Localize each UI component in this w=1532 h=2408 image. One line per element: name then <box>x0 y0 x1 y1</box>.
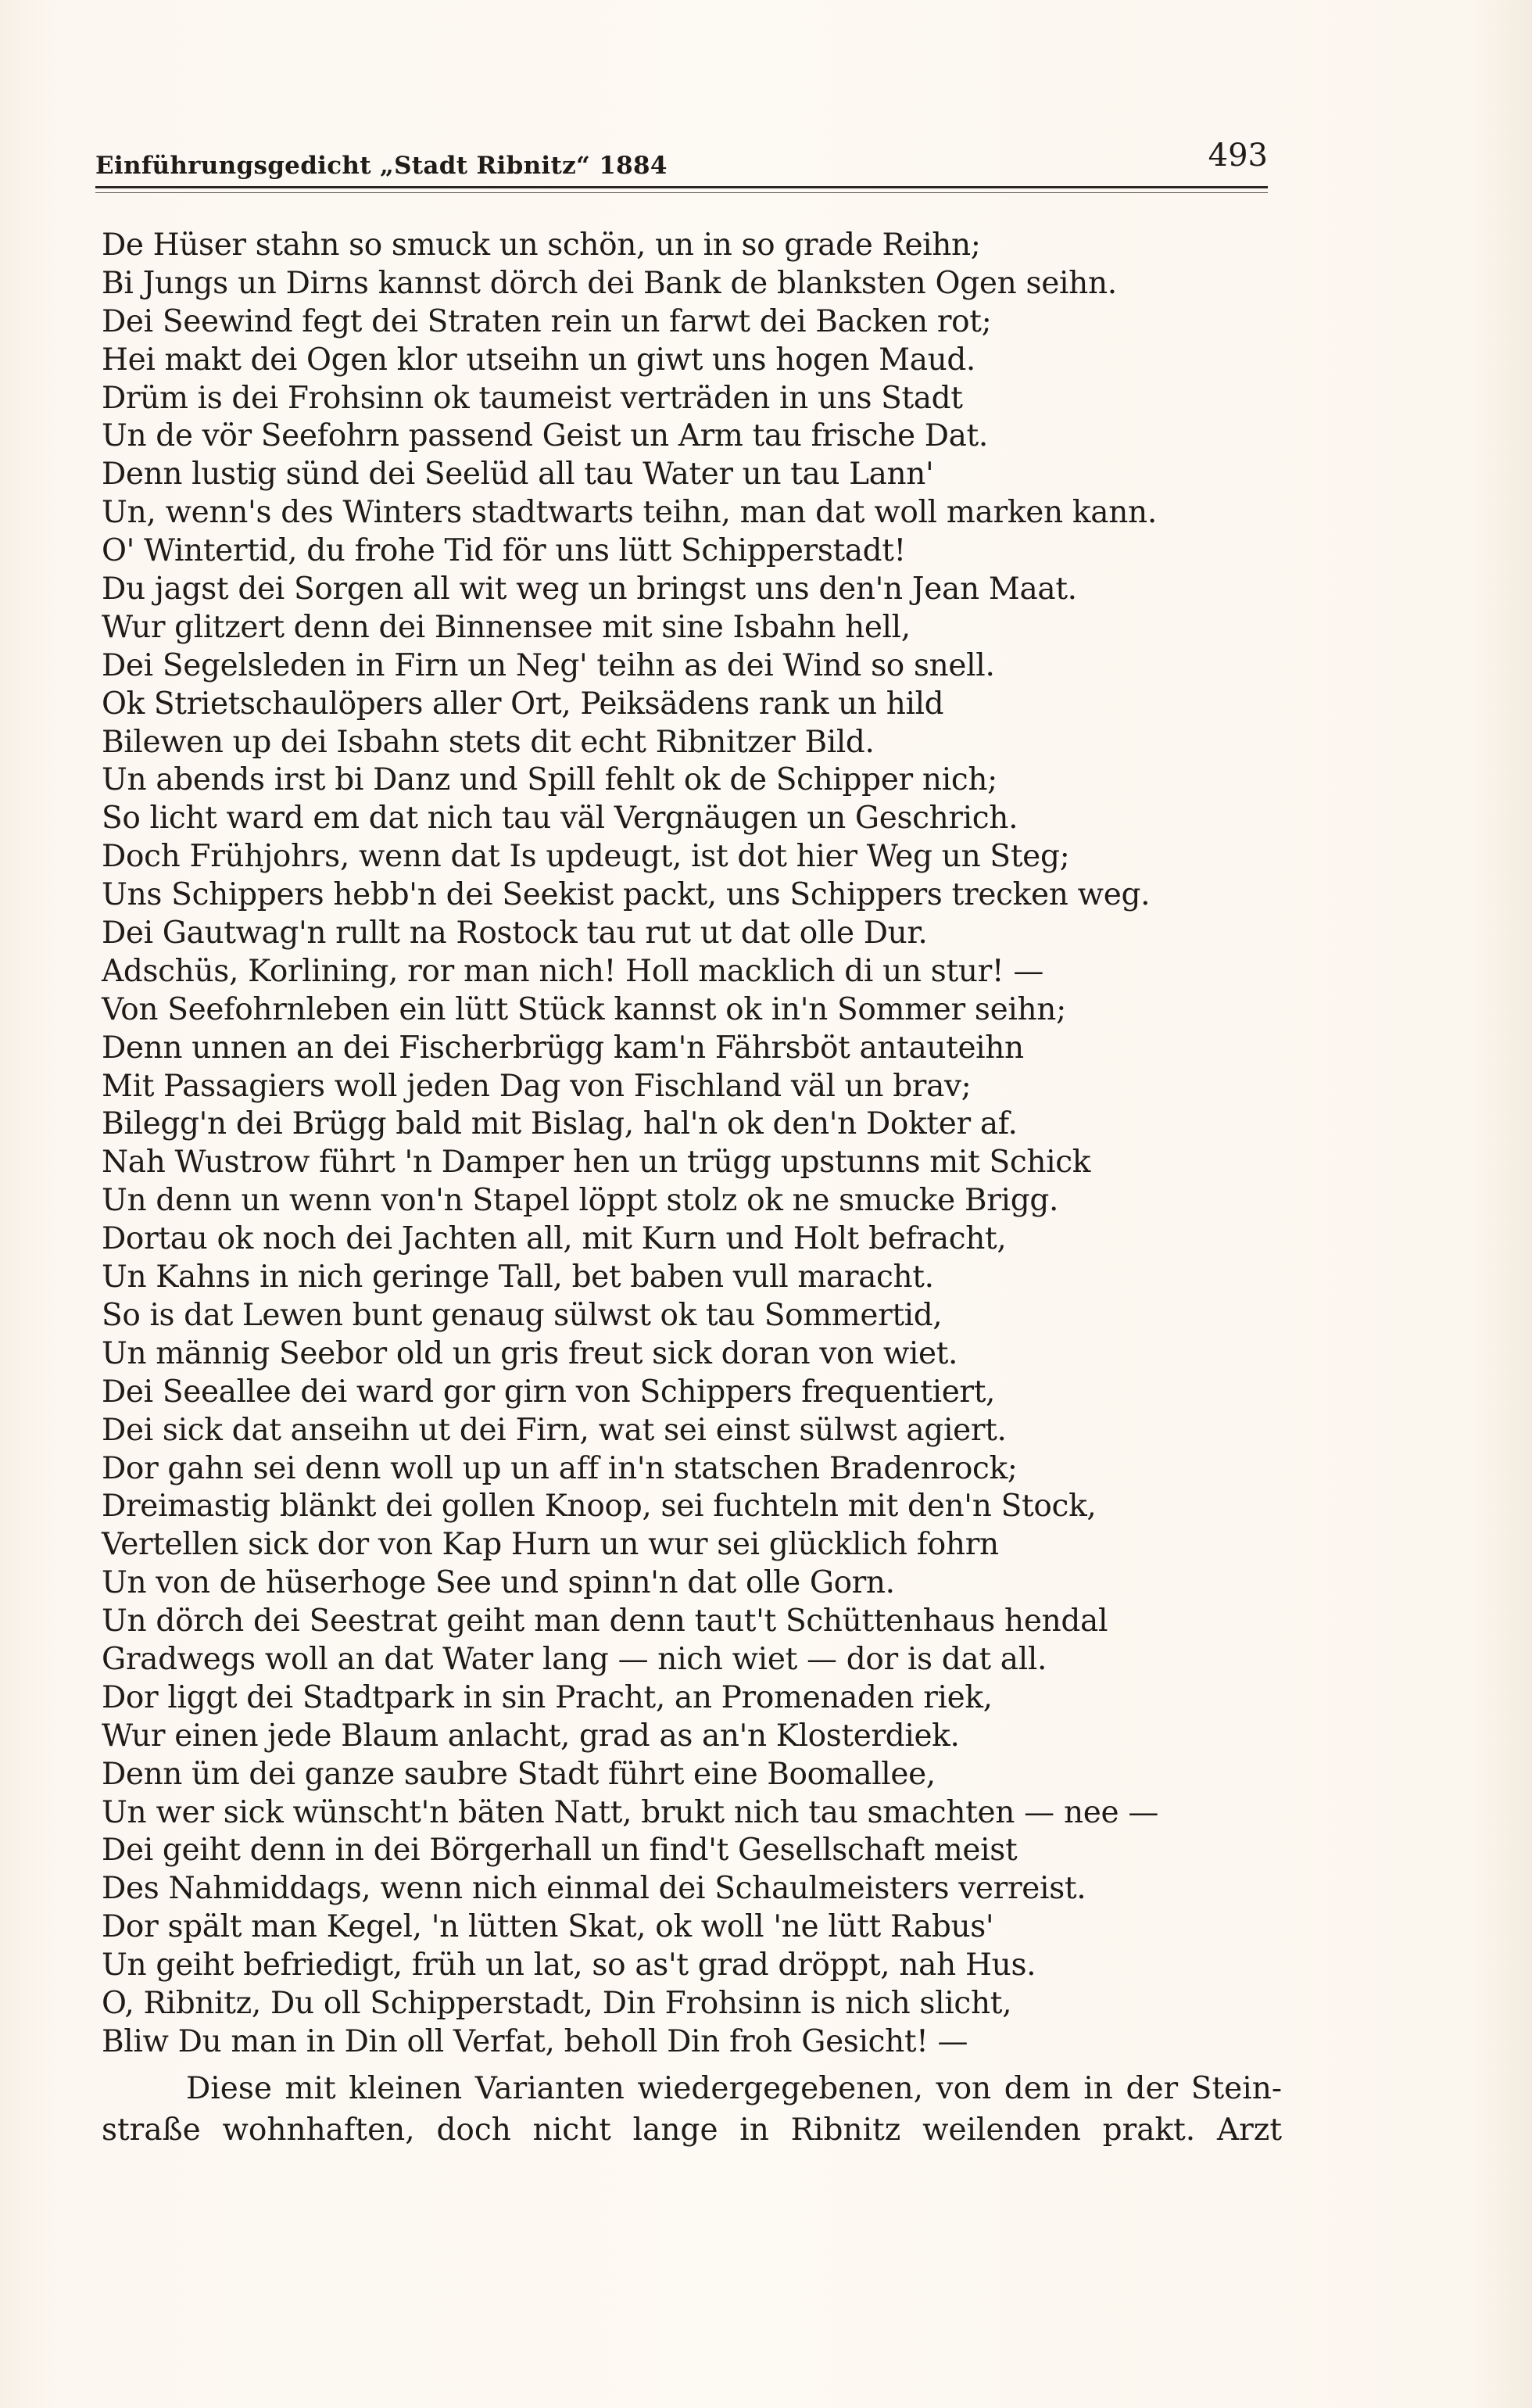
verse-line: Un, wenn's des Winters stadtwarts teihn, man dat woll marken kann. <box>102 495 1157 531</box>
verse-line: Dortau ok noch dei Jachten all, mit Kurn und Holt befracht, <box>102 1221 1007 1257</box>
verse-line: Wur glitzert denn dei Binnensee mit sine Isbahn hell, <box>102 609 911 645</box>
verse-line: Un de vör Seefohrn passend Geist un Arm tau frische Dat. <box>102 418 988 454</box>
prose-paragraph <box>102 2068 1282 2151</box>
verse-line: Dei geiht denn in dei Börgerhall un find't Gesellschaft meist <box>102 1833 1018 1869</box>
verse-line: Dreimastig blänkt dei gollen Knoop, sei fuchteln mit den'n Stock, <box>102 1489 1097 1525</box>
verse-line: Adschüs, Korlining, ror man nich! Holl macklich di un stur! — <box>102 953 1044 989</box>
verse-line: Bilewen up dei Isbahn stets dit echt Ribnitzer Bild. <box>102 724 875 760</box>
verse-line: Denn lustig sünd dei Seelüd all tau Water un tau Lann' <box>102 457 934 493</box>
verse-line: Un Kahns in nich geringe Tall, bet baben vull maracht. <box>102 1260 934 1295</box>
verse-line: So is dat Lewen bunt genaug sülwst ok tau Sommertid, <box>102 1297 943 1333</box>
verse-line: Un denn un wenn von'n Stapel löppt stolz ok ne smucke Brigg. <box>102 1183 1059 1219</box>
verse-line: Doch Frühjohrs, wenn dat Is updeugt, ist dot hier Weg un Steg; <box>102 839 1070 875</box>
verse-line: Dor liggt dei Stadtpark in sin Pracht, an Promenaden riek, <box>102 1679 993 1715</box>
header-rule <box>95 186 1268 188</box>
verse-line: Un von de hüserhoge See und spinn'n dat olle Gorn. <box>102 1565 895 1601</box>
verse-line: Dor spält man Kegel, 'n lütten Skat, ok woll 'ne lütt Rabus' <box>102 1909 994 1945</box>
verse-line: Mit Passagiers woll jeden Dag von Fischland väl un brav; <box>102 1068 972 1104</box>
verse-line: Dei Gautwag'n rullt na Rostock tau rut ut dat olle Dur. <box>102 916 928 951</box>
verse-line: Un männig Seebor old un gris freut sick doran von wiet. <box>102 1335 958 1371</box>
poem <box>102 227 1290 2062</box>
header-rule-thin <box>95 192 1268 193</box>
page-number: 493 <box>1208 138 1268 174</box>
verse-line: Bliw Du man in Din oll Verfat, beholl Din froh Gesicht! — <box>102 2023 968 2059</box>
verse-line: Nah Wustrow führt 'n Damper hen un trügg upstunns mit Schick <box>102 1145 1091 1181</box>
verse-line: Uns Schippers hebb'n dei Seekist packt, uns Schippers trecken weg. <box>102 877 1151 913</box>
verse-line: Un dörch dei Seestrat geiht man denn taut't Schüttenhaus hendal <box>102 1604 1108 1639</box>
verse-line: Denn unnen an dei Fischerbrügg kam'n Fährsböt antauteihn <box>102 1030 1024 1066</box>
page-header <box>95 138 1268 183</box>
verse-line: So licht ward em dat nich tau väl Vergnäugen un Geschrich. <box>102 801 1018 837</box>
verse-line: Bi Jungs un Dirns kannst dörch dei Bank de blanksten Ogen seihn. <box>102 265 1117 301</box>
verse-line: Hei makt dei Ogen klor utseihn un giwt uns hogen Maud. <box>102 342 975 378</box>
verse-line: Wur einen jede Blaum anlacht, grad as an'n Klosterdiek. <box>102 1718 960 1754</box>
verse-line: Dei Seewind fegt dei Straten rein un farwt dei Backen rot; <box>102 303 992 339</box>
verse-line: O, Ribnitz, Du oll Schipperstadt, Din Frohsinn is nich slicht, <box>102 1985 1012 2021</box>
prose-line: Diese mit kleinen Varianten wiedergegebenen, von dem in der Stein- <box>186 2071 1282 2106</box>
running-head: Einführungsgedicht „Stadt Ribnitz“ 1884 <box>95 152 668 180</box>
verse-line: Un geiht befriedigt, früh un lat, so as't grad dröppt, nah Hus. <box>102 1948 1036 1983</box>
verse-line: Vertellen sick dor von Kap Hurn un wur sei glücklich fohrn <box>102 1527 999 1563</box>
prose-line: straße wohnhaften, doch nicht lange in Ribnitz weilenden prakt. Arzt <box>102 2112 1282 2148</box>
verse-line: Von Seefohrnleben ein lütt Stück kannst ok in'n Sommer seihn; <box>102 991 1066 1027</box>
verse-line: Drüm is dei Frohsinn ok taumeist verträden in uns Stadt <box>102 380 963 416</box>
verse-line: Dei Seeallee dei ward gor girn von Schippers frequentiert, <box>102 1374 996 1410</box>
verse-line: Dei sick dat anseihn ut dei Firn, wat sei einst sülwst agiert. <box>102 1412 1007 1448</box>
verse-line: Des Nahmiddags, wenn nich einmal dei Schaulmeisters verreist. <box>102 1871 1086 1907</box>
verse-line: Dei Segelsleden in Firn un Neg' teihn as dei Wind so snell. <box>102 647 995 683</box>
verse-line: Ok Strietschaulöpers aller Ort, Peiksädens rank un hild <box>102 686 944 722</box>
verse-line: Gradwegs woll an dat Water lang — nich wiet — dor is dat all. <box>102 1641 1047 1677</box>
verse-line: Un abends irst bi Danz und Spill fehlt ok de Schipper nich; <box>102 762 997 798</box>
verse-line: Un wer sick wünscht'n bäten Natt, brukt nich tau smachten — nee — <box>102 1794 1159 1830</box>
verse-line: Dor gahn sei denn woll up un aff in'n statschen Bradenrock; <box>102 1450 1018 1486</box>
verse-line: Du jagst dei Sorgen all wit weg un bringst uns den'n Jean Maat. <box>102 572 1077 607</box>
verse-line: De Hüser stahn so smuck un schön, un in so grade Reihn; <box>102 228 981 263</box>
verse-line: O' Wintertid, du frohe Tid för uns lütt Schipperstadt! <box>102 533 906 569</box>
verse-line: Denn üm dei ganze saubre Stadt führt eine Boomallee, <box>102 1756 936 1792</box>
verse-line: Bilegg'n dei Brügg bald mit Bislag, hal'n ok den'n Dokter af. <box>102 1106 1018 1142</box>
